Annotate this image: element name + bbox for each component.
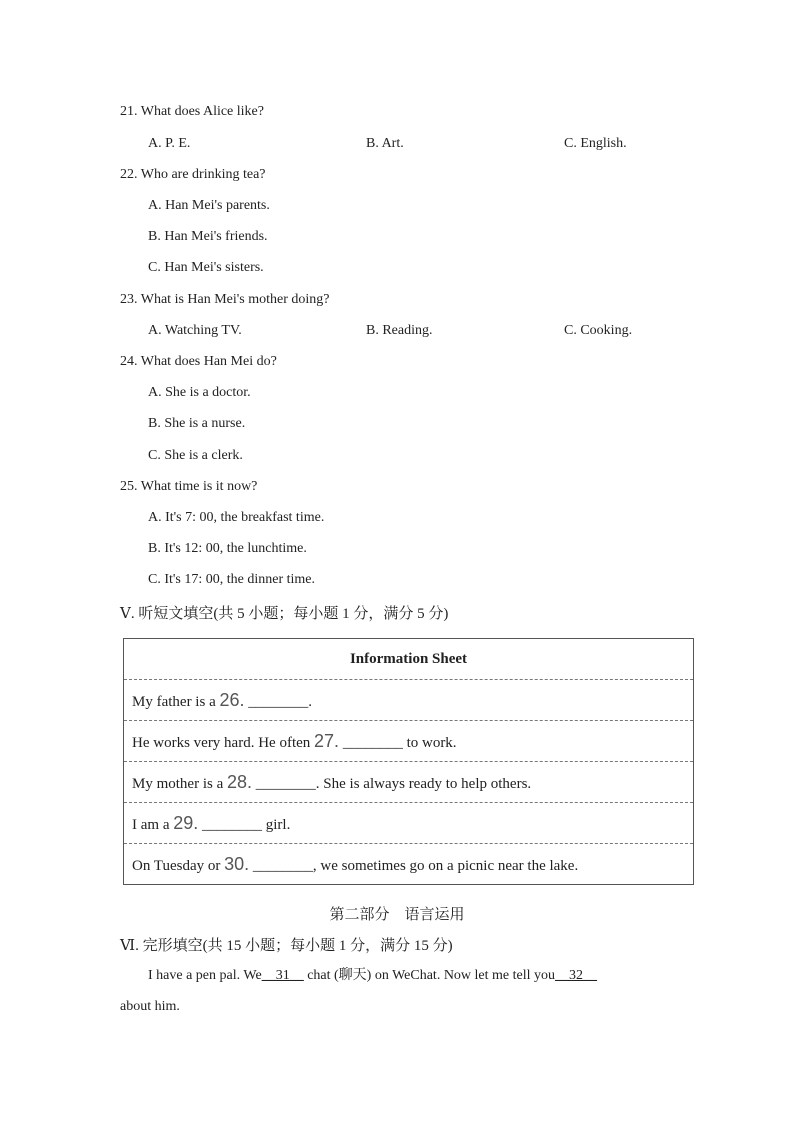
question-25-option-b: B. It's 12: 00, the lunchtime. bbox=[148, 541, 307, 556]
question-23-option-b: B. Reading. bbox=[366, 323, 433, 338]
answer-blank-27[interactable]: ________ bbox=[342, 734, 403, 751]
blank-number-30: 30. bbox=[224, 853, 250, 874]
question-22-option-c: C. Han Mei's sisters. bbox=[148, 260, 264, 275]
blank-number-27: 27. bbox=[314, 730, 340, 751]
section-5-heading: Ⅴ. 听短文填空(共 5 小题；每小题 1 分，满分 5 分) bbox=[120, 606, 449, 622]
question-24-option-c: C. She is a clerk. bbox=[148, 448, 243, 463]
question-22-option-a: A. Han Mei's parents. bbox=[148, 198, 270, 213]
answer-blank-28[interactable]: ________ bbox=[255, 775, 316, 792]
part-2-heading: 第二部分 语言运用 bbox=[329, 907, 465, 923]
question-21-stem: 21. What does Alice like? bbox=[120, 104, 264, 119]
question-25-stem: 25. What time is it now? bbox=[120, 479, 258, 494]
question-24-stem: 24. What does Han Mei do? bbox=[120, 354, 277, 369]
information-sheet-title: Information Sheet bbox=[124, 639, 694, 680]
info-row-28 bbox=[124, 762, 694, 803]
row-text-before: My father is a bbox=[132, 693, 220, 710]
question-24-option-a: A. She is a doctor. bbox=[148, 385, 251, 400]
info-row-27 bbox=[124, 721, 694, 762]
answer-blank-29[interactable]: ________ bbox=[202, 816, 263, 833]
question-25-option-a: A. It's 7: 00, the breakfast time. bbox=[148, 510, 325, 525]
cloze-passage-line-2: about him. bbox=[120, 999, 180, 1014]
question-21-option-a: A. P. E. bbox=[148, 136, 191, 151]
blank-number-29: 29. bbox=[173, 812, 199, 833]
blank-number-26: 26. bbox=[219, 689, 245, 710]
question-23-option-a: A. Watching TV. bbox=[148, 323, 242, 338]
row-text-after: girl. bbox=[262, 816, 291, 833]
question-21-option-b: B. Art. bbox=[366, 136, 404, 151]
cloze-text: I have a pen pal. We bbox=[148, 968, 262, 983]
section-6-heading: Ⅵ. 完形填空(共 15 小题；每小题 1 分，满分 15 分) bbox=[120, 938, 453, 954]
row-text-after: to work. bbox=[402, 734, 457, 751]
table-row bbox=[124, 721, 694, 762]
info-row-29 bbox=[124, 803, 694, 844]
table-row bbox=[124, 639, 694, 680]
table-row bbox=[124, 803, 694, 844]
row-text-after: . She is always ready to help others. bbox=[315, 775, 532, 792]
cloze-text: chat (聊天) on WeChat. Now let me tell you bbox=[303, 968, 556, 983]
blank-number-28: 28. bbox=[227, 771, 253, 792]
question-23-option-c: C. Cooking. bbox=[564, 323, 633, 338]
row-text-after: . bbox=[308, 693, 313, 710]
info-row-26 bbox=[124, 680, 694, 721]
info-row-30 bbox=[124, 844, 694, 885]
question-22-stem: 22. Who are drinking tea? bbox=[120, 167, 266, 182]
information-sheet-table bbox=[123, 638, 694, 885]
cloze-passage-line-1 bbox=[148, 967, 597, 985]
table-row bbox=[124, 762, 694, 803]
question-24-option-b: B. She is a nurse. bbox=[148, 416, 246, 431]
row-text-before: I am a bbox=[132, 816, 174, 833]
row-text-before: On Tuesday or bbox=[132, 857, 225, 874]
cloze-blank-32[interactable]: __32__ bbox=[555, 968, 598, 983]
row-text-after: , we sometimes go on a picnic near the lake. bbox=[312, 857, 579, 874]
answer-blank-30[interactable]: ________ bbox=[252, 857, 313, 874]
answer-blank-26[interactable]: ________ bbox=[248, 693, 309, 710]
question-23-stem: 23. What is Han Mei's mother doing? bbox=[120, 292, 330, 307]
table-row bbox=[124, 680, 694, 721]
cloze-blank-31[interactable]: __31__ bbox=[261, 968, 304, 983]
row-text-before: He works very hard. He often bbox=[132, 734, 315, 751]
row-text-before: My mother is a bbox=[132, 775, 227, 792]
question-25-option-c: C. It's 17: 00, the dinner time. bbox=[148, 572, 316, 587]
table-row bbox=[124, 844, 694, 885]
question-21-option-c: C. English. bbox=[564, 136, 627, 151]
question-22-option-b: B. Han Mei's friends. bbox=[148, 229, 268, 244]
